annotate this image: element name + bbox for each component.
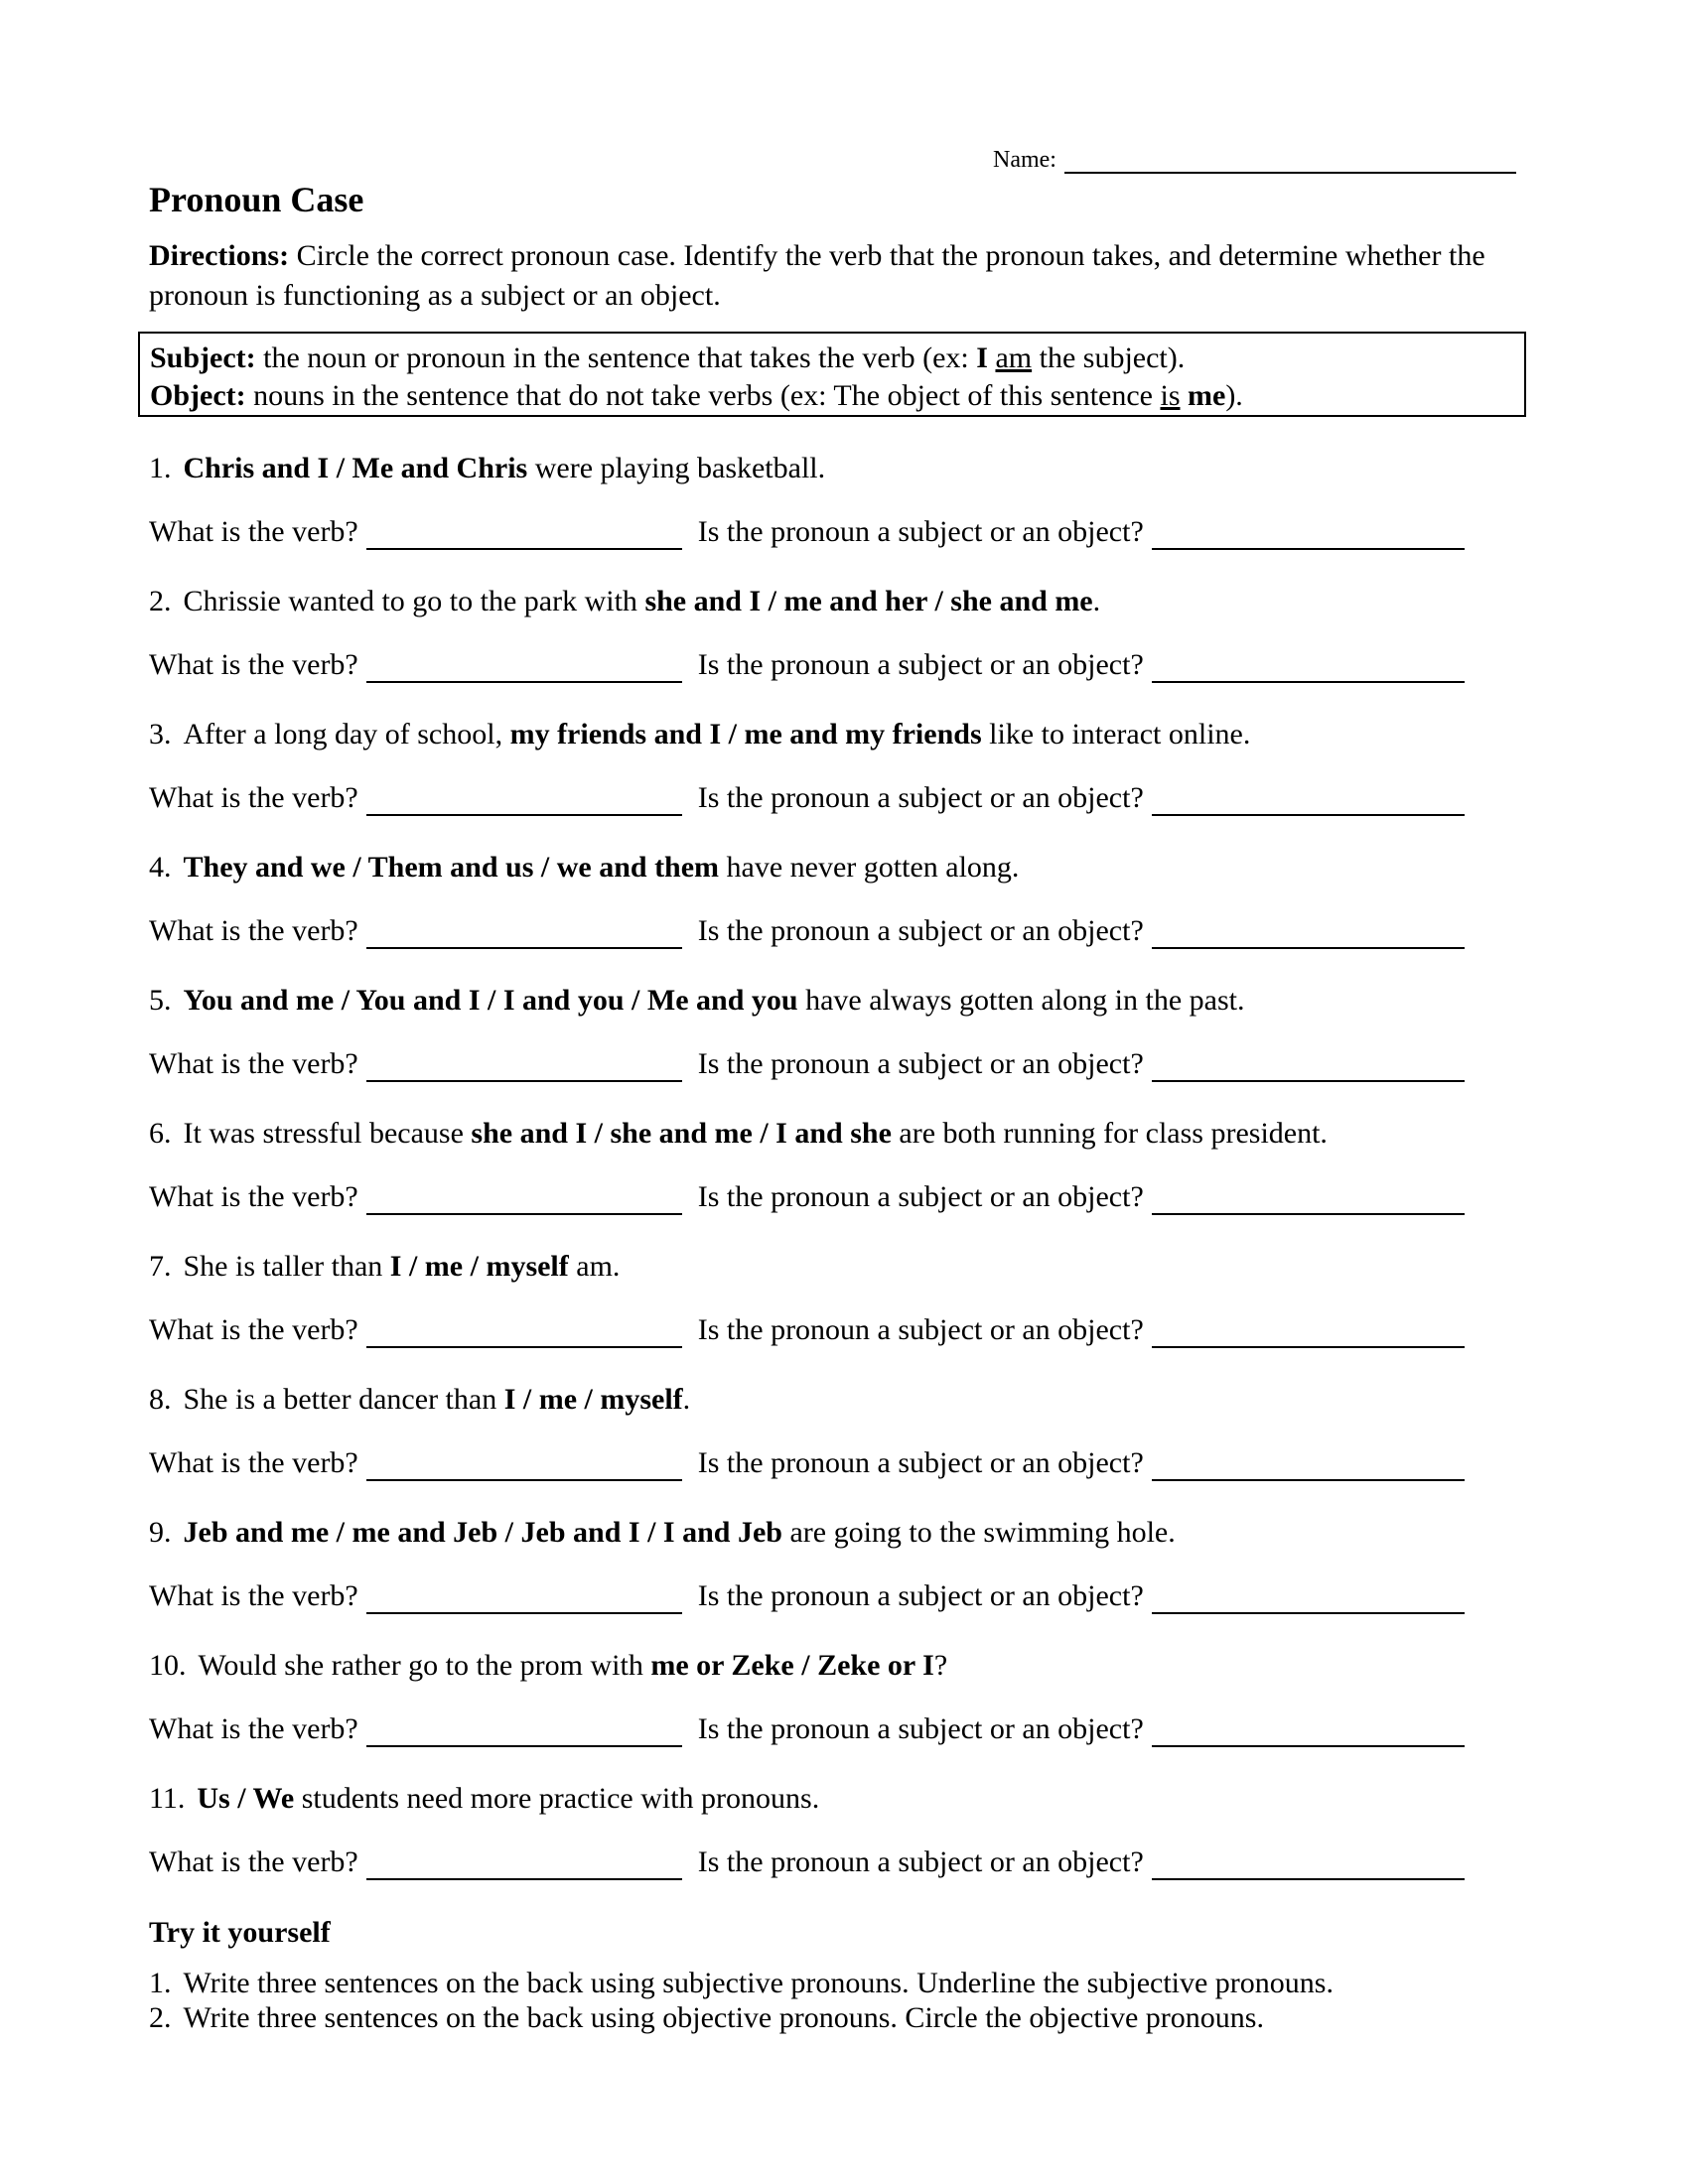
verb-prompt: What is the verb? <box>149 1845 358 1878</box>
try-it-item <box>149 2000 1264 2036</box>
verb-prompt: What is the verb? <box>149 781 358 814</box>
try-it-number: 2. <box>149 2001 172 2034</box>
role-answer-blank[interactable] <box>1152 1316 1465 1348</box>
name-label: Name: <box>993 147 1056 173</box>
role-prompt: Is the pronoun a subject or an object? <box>697 914 1144 947</box>
verb-prompt: What is the verb? <box>149 1446 358 1479</box>
role-prompt: Is the pronoun a subject or an object? <box>697 781 1144 814</box>
question-sentence <box>149 1382 1539 1418</box>
verb-prompt: What is the verb? <box>149 1712 358 1745</box>
question-number: 8. <box>149 1383 172 1416</box>
role-answer-blank[interactable] <box>1152 1050 1465 1082</box>
pronoun-choices[interactable]: she and I / she and me / I and she <box>471 1117 892 1150</box>
verb-answer-blank[interactable] <box>366 784 682 816</box>
answer-row <box>149 913 1549 949</box>
worksheet-title: Pronoun Case <box>149 180 364 219</box>
subject-example-verb: am <box>995 341 1033 374</box>
pronoun-choices[interactable]: my friends and I / me and my friends <box>509 718 982 751</box>
question-sentence <box>149 451 1539 486</box>
question-number: 11. <box>149 1782 186 1815</box>
sentence-text: It was stressful because <box>183 1117 472 1150</box>
pronoun-choices[interactable]: Jeb and me / me and Jeb / Jeb and I / I and Jeb <box>183 1516 782 1549</box>
question-number: 4. <box>149 851 172 884</box>
verb-answer-blank[interactable] <box>366 651 682 683</box>
object-definition <box>150 377 1514 415</box>
role-answer-blank[interactable] <box>1152 917 1465 949</box>
name-field-row <box>993 147 1516 174</box>
pronoun-choices[interactable]: You and me / You and I / I and you / Me and you <box>183 984 798 1017</box>
sentence-text: am. <box>568 1250 621 1283</box>
answer-row <box>149 1046 1549 1082</box>
role-answer-blank[interactable] <box>1152 1582 1465 1614</box>
sentence-text: are going to the swimming hole. <box>781 1516 1176 1549</box>
pronoun-choices[interactable]: she and I / me and her / she and me <box>644 585 1093 617</box>
subject-text: the noun or pronoun in the sentence that takes the verb (ex: <box>255 341 977 374</box>
verb-answer-blank[interactable] <box>366 917 682 949</box>
role-prompt: Is the pronoun a subject or an object? <box>697 648 1144 681</box>
verb-prompt: What is the verb? <box>149 1313 358 1346</box>
object-label: Object: <box>150 379 246 412</box>
verb-prompt: What is the verb? <box>149 1047 358 1080</box>
question-number: 9. <box>149 1516 172 1549</box>
role-answer-blank[interactable] <box>1152 1449 1465 1481</box>
object-text-end: ). <box>1225 379 1243 412</box>
verb-answer-blank[interactable] <box>366 518 682 550</box>
subject-text-end: the subject). <box>1032 341 1186 374</box>
sentence-text: have always gotten along in the past. <box>797 984 1245 1017</box>
question-sentence <box>149 1249 1539 1285</box>
verb-answer-blank[interactable] <box>366 1183 682 1215</box>
role-answer-blank[interactable] <box>1152 1715 1465 1747</box>
role-prompt: Is the pronoun a subject or an object? <box>697 1579 1144 1612</box>
sentence-text: are both running for class president. <box>891 1117 1328 1150</box>
role-prompt: Is the pronoun a subject or an object? <box>697 1313 1144 1346</box>
answer-row <box>149 1711 1549 1747</box>
subject-label: Subject: <box>150 341 256 374</box>
question-sentence <box>149 1515 1539 1551</box>
verb-prompt: What is the verb? <box>149 1180 358 1213</box>
question-sentence <box>149 850 1539 886</box>
pronoun-choices[interactable]: I / me / myself <box>503 1383 683 1416</box>
answer-row <box>149 1844 1549 1880</box>
verb-answer-blank[interactable] <box>366 1582 682 1614</box>
question-sentence <box>149 1648 1539 1684</box>
question-sentence <box>149 584 1539 619</box>
try-it-text: Write three sentences on the back using objective pronouns. Circle the objective pronouns. <box>183 2001 1264 2034</box>
verb-answer-blank[interactable] <box>366 1449 682 1481</box>
verb-prompt: What is the verb? <box>149 648 358 681</box>
sentence-text: like to interact online. <box>981 718 1251 751</box>
try-it-number: 1. <box>149 1967 172 1999</box>
directions-paragraph <box>149 236 1539 316</box>
sentence-text: She is a better dancer than <box>183 1383 504 1416</box>
sentence-text: were playing basketball. <box>527 452 826 484</box>
sentence-text: ? <box>933 1649 948 1682</box>
sentence-text: . <box>682 1383 691 1416</box>
role-prompt: Is the pronoun a subject or an object? <box>697 1712 1144 1745</box>
role-answer-blank[interactable] <box>1152 1183 1465 1215</box>
definitions-box <box>138 332 1526 417</box>
sentence-text: Chrissie wanted to go to the park with <box>183 585 645 617</box>
role-prompt: Is the pronoun a subject or an object? <box>697 1047 1144 1080</box>
question-number: 2. <box>149 585 172 617</box>
verb-answer-blank[interactable] <box>366 1316 682 1348</box>
directions-text: Circle the correct pronoun case. Identify the verb that the pronoun takes, and determine whether the pronoun is functioning as a subject or an object. <box>149 239 1485 312</box>
subject-definition <box>150 340 1514 377</box>
verb-prompt: What is the verb? <box>149 1579 358 1612</box>
question-sentence <box>149 717 1539 752</box>
answer-row <box>149 1578 1549 1614</box>
verb-prompt: What is the verb? <box>149 515 358 548</box>
sentence-text: students need more practice with pronouns. <box>294 1782 820 1815</box>
try-it-text: Write three sentences on the back using subjective pronouns. Underline the subjective pronouns. <box>183 1967 1334 1999</box>
verb-answer-blank[interactable] <box>366 1715 682 1747</box>
question-number: 6. <box>149 1117 172 1150</box>
verb-answer-blank[interactable] <box>366 1050 682 1082</box>
question-number: 5. <box>149 984 172 1017</box>
sentence-text: She is taller than <box>183 1250 390 1283</box>
sentence-text: . <box>1092 585 1101 617</box>
question-sentence <box>149 1781 1539 1817</box>
try-it-item <box>149 1966 1334 2001</box>
role-answer-blank[interactable] <box>1152 784 1465 816</box>
sentence-text: Would she rather go to the prom with <box>198 1649 651 1682</box>
answer-row <box>149 1312 1549 1348</box>
answer-row <box>149 1445 1549 1481</box>
role-prompt: Is the pronoun a subject or an object? <box>697 1845 1144 1878</box>
question-number: 10. <box>149 1649 187 1682</box>
question-number: 3. <box>149 718 172 751</box>
pronoun-choices[interactable]: They and we / Them and us / we and them <box>183 851 720 884</box>
object-example-verb: is <box>1160 379 1181 412</box>
object-space <box>1181 379 1189 412</box>
name-blank-line[interactable] <box>1064 148 1516 174</box>
question-sentence <box>149 1116 1539 1152</box>
question-number: 7. <box>149 1250 172 1283</box>
sentence-text: have never gotten along. <box>719 851 1020 884</box>
sentence-text: After a long day of school, <box>183 718 510 751</box>
role-answer-blank[interactable] <box>1152 518 1465 550</box>
object-example-pronoun: me <box>1188 379 1226 412</box>
answer-row <box>149 1179 1549 1215</box>
role-answer-blank[interactable] <box>1152 651 1465 683</box>
verb-prompt: What is the verb? <box>149 914 358 947</box>
role-prompt: Is the pronoun a subject or an object? <box>697 1446 1144 1479</box>
question-sentence <box>149 983 1539 1019</box>
try-it-title: Try it yourself <box>149 1916 331 1949</box>
verb-answer-blank[interactable] <box>366 1848 682 1880</box>
question-number: 1. <box>149 452 172 484</box>
pronoun-choices[interactable]: me or Zeke / Zeke or I <box>650 1649 934 1682</box>
role-prompt: Is the pronoun a subject or an object? <box>697 1180 1144 1213</box>
subject-example-pronoun: I <box>976 341 988 374</box>
answer-row <box>149 514 1549 550</box>
directions-label: Directions: <box>149 239 290 272</box>
pronoun-choices[interactable]: Us / We <box>197 1782 295 1815</box>
pronoun-choices[interactable]: I / me / myself <box>389 1250 569 1283</box>
role-answer-blank[interactable] <box>1152 1848 1465 1880</box>
answer-row <box>149 647 1549 683</box>
answer-row <box>149 780 1549 816</box>
object-text: nouns in the sentence that do not take verbs (ex: The object of this sentence <box>245 379 1161 412</box>
pronoun-choices[interactable]: Chris and I / Me and Chris <box>183 452 528 484</box>
role-prompt: Is the pronoun a subject or an object? <box>697 515 1144 548</box>
